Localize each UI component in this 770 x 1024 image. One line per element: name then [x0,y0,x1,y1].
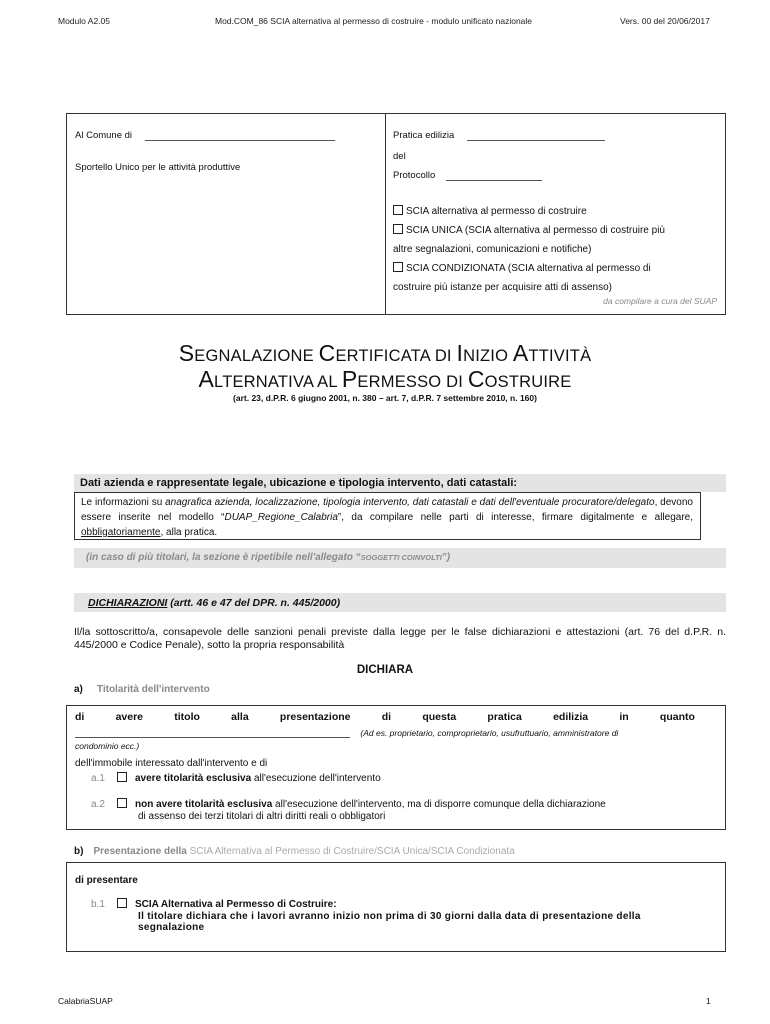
sportello-label: Sportello Unico per le attività produttive [75,162,241,173]
immobile-line: dell'immobile interessato dall'intervento e di [75,758,268,769]
comune-row [75,130,335,141]
header-module-code: Modulo A2.05 [58,16,110,26]
protocollo-row [393,170,542,181]
title-word: INIZIO [456,340,513,366]
checkbox-b1[interactable] [117,898,127,908]
checkbox-scia-condizionata[interactable] [393,262,403,272]
title-word: CERTIFICATA DI [318,340,457,366]
titolo-field[interactable] [75,728,350,738]
title-word: PERMESSO DI [341,366,468,392]
titolari-note: (in caso di più titolari, la sezione è ripetibile nell'allegato “SOGGETTI COINVOLTI”) [86,552,451,563]
opt-scia-condizionata-cont: costruire più istanze per acquisire atti di assenso) [393,282,612,293]
sec-b-box [66,862,726,952]
title-word: ATTIVITÀ [512,340,592,366]
suap-note: da compilare a cura del SUAP [603,296,717,306]
sec-a-box [66,705,726,830]
dichiara-heading: DICHIARA [356,664,414,676]
box-divider [385,114,386,314]
pratica-field[interactable] [467,131,605,141]
dati-info-text: Le informazioni su anagrafica azienda, localizzazione, tipologia intervento, dati catastali e dati dell'eventuale procuratore/delegato, devono essere inserite nel modello “DUAP_Regione_Calabria”, da compilare nelle parti di interesse, firmare digitalmente e allegare, obbligatoriamente, alla pratica. [81,497,693,538]
opt-scia-unica-cont: altre segnalazioni, comunicazioni e notifiche) [393,244,592,255]
titolo-words: di avere titolo alla presentazione di questa pratica edilizia in quanto [75,711,695,723]
dati-info-box [74,492,701,540]
page-number: 1 [706,996,711,1006]
intestazione-box [66,113,726,315]
comune-label: Al Comune di [75,130,133,141]
del-label: del [393,151,406,162]
opt-scia-condizionata: SCIA CONDIZIONATA (SCIA alternativa al permesso di [393,259,718,278]
opt-a1: a.1 avere titolarità esclusiva all'esecuzione dell'intervento [91,773,381,784]
opt-b1: b.1 SCIA Alternativa al Permesso di Costruire: [91,899,337,910]
b1-description: Il titolare dichiara che i lavori avranno inizio non prima di 30 giorni dalla data di presentazione della segnalazione [138,911,641,933]
pratica-row [393,130,605,141]
pratica-label: Pratica edilizia [393,130,455,141]
sec-a-title: a) Titolarità dell'intervento [74,684,210,695]
header-model-title: Mod.COM_86 SCIA alternativa al permesso di costruire - modulo unificato nazionale [215,16,533,26]
protocollo-field[interactable] [446,171,542,181]
checkbox-a2[interactable] [117,798,127,808]
opt-scia-unica: SCIA UNICA (SCIA alternativa al permesso di costruire più [393,221,718,240]
sec-b-title: b) Presentazione della SCIA Alternativa al Permesso di Costruire/SCIA Unica/SCIA Condizionata [74,846,515,857]
footer-brand: CalabriaSUAP [58,996,113,1006]
checkbox-scia-alternativa[interactable] [393,205,403,215]
titolo-example-cont: condominio ecc.) [75,741,140,751]
doc-title-line2 [0,366,770,393]
opt-scia-alternativa: SCIA alternativa al permesso di costruire [393,202,718,221]
title-word: ALTERNATIVA AL [198,366,342,392]
checkbox-a1[interactable] [117,772,127,782]
opt-a2-cont: di assenso dei terzi titolari di altri diritti reali o obbligatori [138,811,386,822]
doc-title-line1 [0,340,770,367]
dichiarazioni-heading: DICHIARAZIONI (artt. 46 e 47 del DPR. n. 445/2000) [88,597,341,609]
protocollo-label: Protocollo [393,170,436,181]
di-presentare: di presentare [75,875,138,886]
comune-field[interactable] [145,131,335,141]
scia-options [393,202,718,297]
dichiarazioni-intro: Il/la sottoscritto/a, consapevole delle sanzioni penali previste dalla legge per le false dichiarazioni e attestazioni (art. 76 del d.P.R. n. 445/2000 e Codice Penale), sotto la propria responsabilità [74,626,726,651]
titolo-example-row: (Ad es. proprietario, comproprietario, usufruttuario, amministratore di [75,728,723,738]
header-version: Vers. 00 del 20/06/2017 [620,16,710,26]
dati-heading: Dati azienda e rappresentate legale, ubicazione e tipologia intervento, dati catastali: [80,477,518,489]
checkbox-scia-unica[interactable] [393,224,403,234]
doc-subtitle: (art. 23, d.P.R. 6 giugno 2001, n. 380 – art. 7, d.P.R. 7 settembre 2010, n. 160) [233,393,537,403]
opt-a2: a.2 non avere titolarità esclusiva all'esecuzione dell'intervento, ma di disporre comunque della dichiarazione [91,799,606,810]
title-word: SEGNALAZIONE [178,340,319,366]
title-word: COSTRUIRE [467,366,572,392]
